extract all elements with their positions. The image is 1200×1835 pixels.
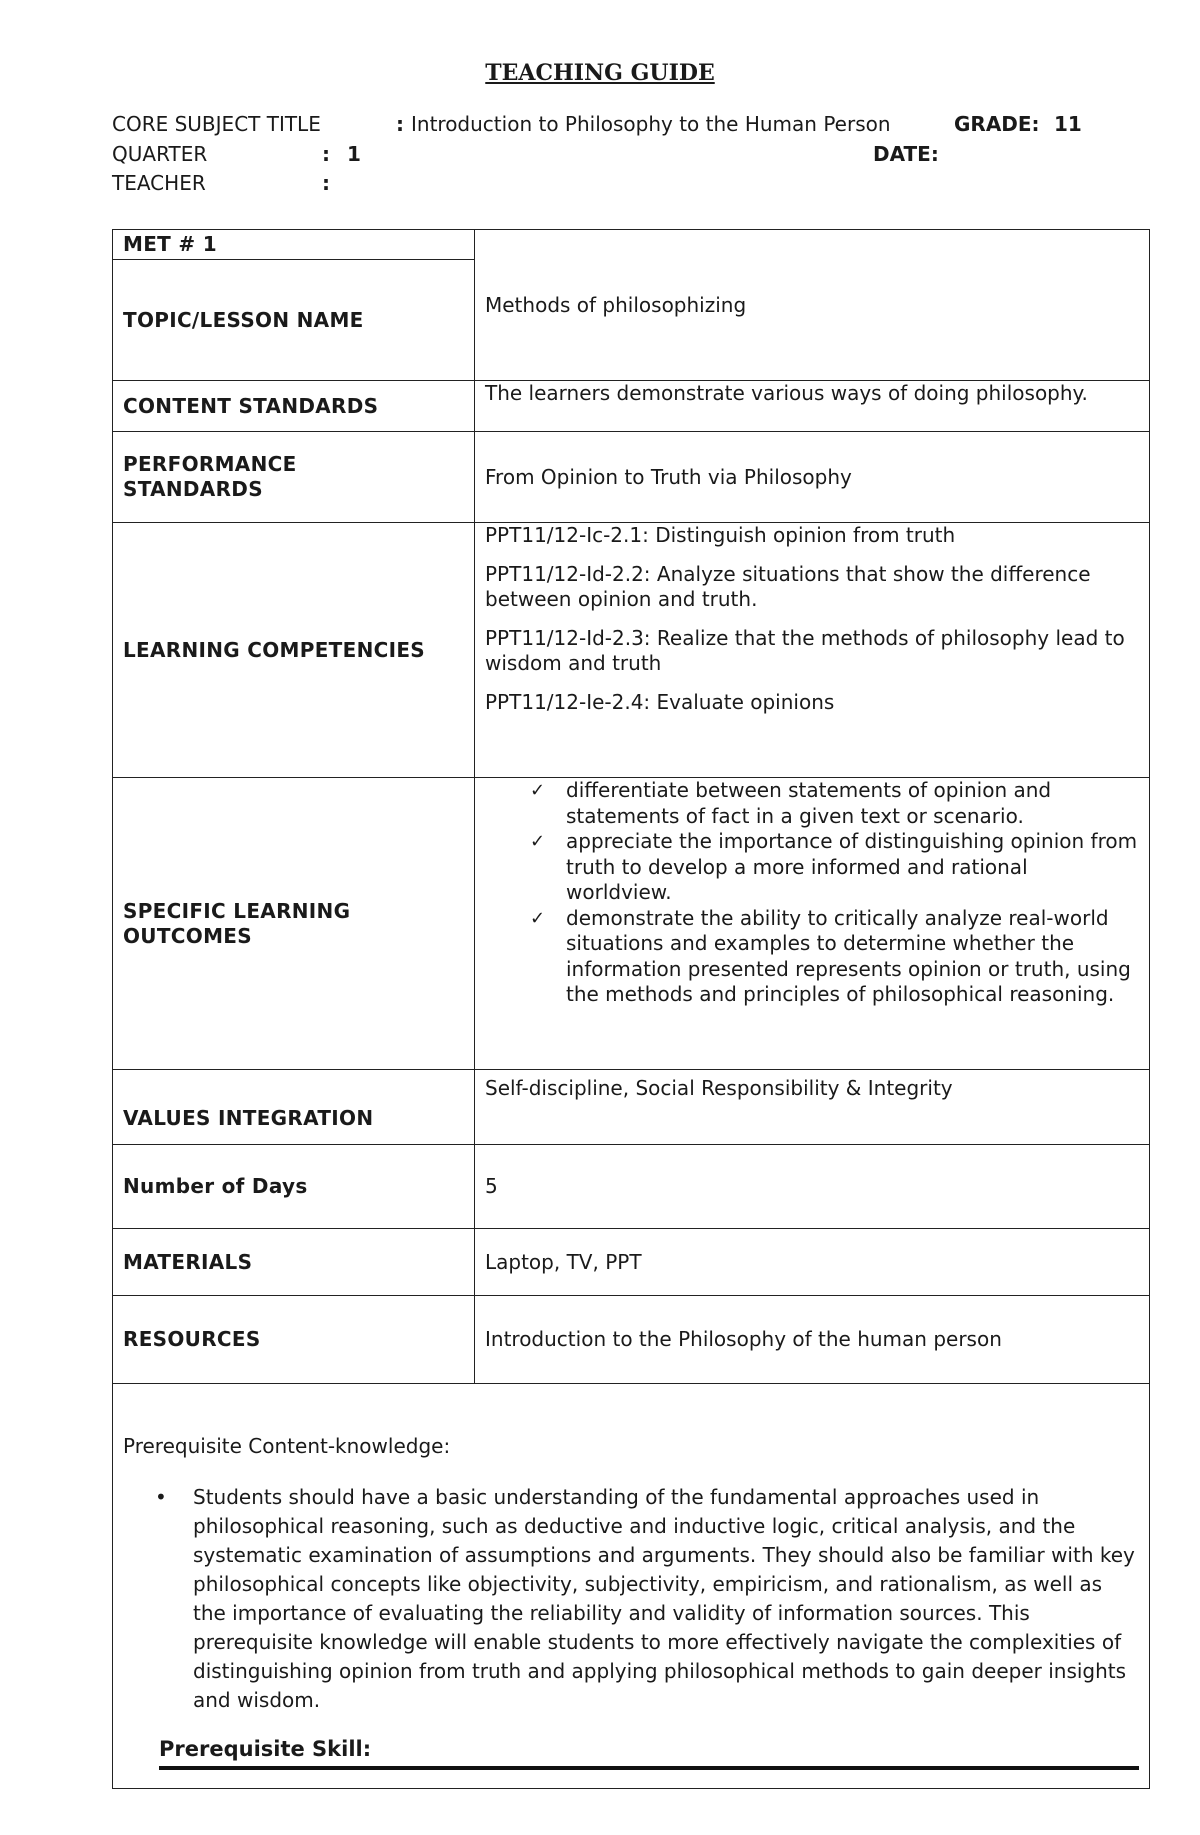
topic-value: Methods of philosophizing — [485, 292, 747, 317]
prerequisite-list — [123, 1483, 1139, 1715]
met-label: MET # 1 — [123, 232, 217, 256]
document-title: TEACHING GUIDE — [485, 60, 715, 86]
learning-competencies-label: LEARNING COMPETENCIES — [123, 637, 426, 662]
topic-label: TOPIC/LESSON NAME — [123, 307, 364, 332]
resources-value-cell — [475, 1296, 1150, 1384]
materials-label: MATERIALS — [123, 1249, 253, 1274]
skill-divider — [159, 1766, 1139, 1770]
core-subject-value: Introduction to Philosophy to the Human Person — [411, 112, 891, 136]
materials-value: Laptop, TV, PPT — [485, 1249, 642, 1274]
quarter-label: QUARTER — [112, 142, 208, 166]
teacher-label: TEACHER — [112, 171, 206, 195]
outcome-item — [530, 829, 1139, 906]
prerequisite-skill-heading: Prerequisite Skill: — [159, 1737, 372, 1761]
grade-value: 11 — [1054, 112, 1082, 136]
topic-label-cell — [113, 260, 475, 381]
date-label: DATE: — [873, 142, 939, 166]
performance-standards-label: PERFORMANCE STANDARDS — [123, 452, 297, 501]
values-label-cell — [113, 1070, 475, 1145]
days-label-cell — [113, 1145, 475, 1229]
number-of-days-label: Number of Days — [123, 1174, 308, 1198]
outcome-text: appreciate the importance of distinguishing opinion from truth to develop a more informed and rational worldview. — [566, 829, 1138, 904]
specific-learning-outcomes-label: SPECIFIC LEARNING OUTCOMES — [123, 898, 351, 948]
check-icon: ✓ — [530, 780, 546, 801]
outcome-item — [530, 778, 1139, 829]
values-integration-label: VALUES INTEGRATION — [123, 1105, 374, 1130]
days-value-cell — [475, 1145, 1150, 1229]
outcomes-list — [485, 778, 1139, 1008]
prerequisite-text: Students should have a basic understanding of the fundamental approaches used in philosophical reasoning, such as deductive and inductive logic, critical analysis, and the systematic examination of assumptions and arguments. They should also be familiar with key philosophical concepts like objectivity, subjectivity, empiricism, and rationalism, as well as the importance of evaluating the reliability and validity of information sources. This prerequisite knowledge will enable students to more effectively navigate the complexities of distinguishing opinion from truth and applying philosophical methods to gain deeper insights and wisdom. — [193, 1485, 1135, 1712]
check-icon: ✓ — [530, 907, 546, 929]
quarter-value: 1 — [347, 142, 361, 166]
topic-value-cell — [475, 230, 1150, 381]
resources-value: Introduction to the Philosophy of the human person — [485, 1327, 1002, 1351]
content-standards-value: The learners demonstrate various ways of doing philosophy. — [485, 381, 1088, 405]
core-subject-label: CORE SUBJECT TITLE — [112, 112, 321, 136]
check-icon: ✓ — [530, 831, 546, 852]
teaching-guide-table — [112, 229, 1150, 1789]
competencies-value-cell — [475, 523, 1150, 778]
values-value-cell — [475, 1070, 1150, 1145]
values-integration-value: Self-discipline, Social Responsibility & Integrity — [485, 1076, 953, 1100]
performance-label-cell — [113, 432, 475, 523]
grade-label: GRADE: — [954, 112, 1040, 136]
prerequisite-cell — [113, 1384, 1150, 1789]
performance-standards-value: From Opinion to Truth via Philosophy — [485, 464, 852, 489]
quarter-separator: : — [322, 142, 330, 166]
materials-value-cell — [475, 1229, 1150, 1296]
resources-label-cell — [113, 1296, 475, 1384]
competency-item: PPT11/12-Id-2.2: Analyze situations that show the difference between opinion and truth. — [485, 562, 1091, 611]
resources-label: RESOURCES — [123, 1327, 261, 1351]
teacher-separator: : — [322, 171, 330, 195]
number-of-days-value: 5 — [485, 1174, 498, 1198]
competency-item: PPT11/12-Ie-2.4: Evaluate opinions — [485, 690, 835, 714]
competency-item: PPT11/12-Ic-2.1: Distinguish opinion from truth — [485, 523, 956, 547]
content-value-cell — [475, 381, 1150, 432]
performance-value-cell — [475, 432, 1150, 523]
met-label-cell — [113, 230, 475, 260]
outcomes-label-cell — [113, 778, 475, 1070]
prerequisite-item — [155, 1483, 1139, 1715]
content-label-cell — [113, 381, 475, 432]
outcome-item — [530, 906, 1139, 1008]
competency-item: PPT11/12-Id-2.3: Realize that the methods of philosophy lead to wisdom and truth — [485, 626, 1125, 675]
competencies-label-cell — [113, 523, 475, 778]
core-subject-separator: : — [396, 112, 404, 136]
materials-label-cell — [113, 1229, 475, 1296]
outcome-text: demonstrate the ability to critically analyze real-world situations and examples to determine whether the information presented represents opinion or truth, using the methods and principles of philosophical reasoning. — [566, 905, 1131, 1006]
outcomes-value-cell — [475, 778, 1150, 1070]
outcome-text: differentiate between statements of opinion and statements of fact in a given text or scenario. — [566, 778, 1052, 828]
bullet-icon: • — [155, 1485, 167, 1509]
prerequisite-content-heading: Prerequisite Content-knowledge: — [123, 1434, 451, 1458]
content-standards-label: CONTENT STANDARDS — [123, 393, 379, 418]
